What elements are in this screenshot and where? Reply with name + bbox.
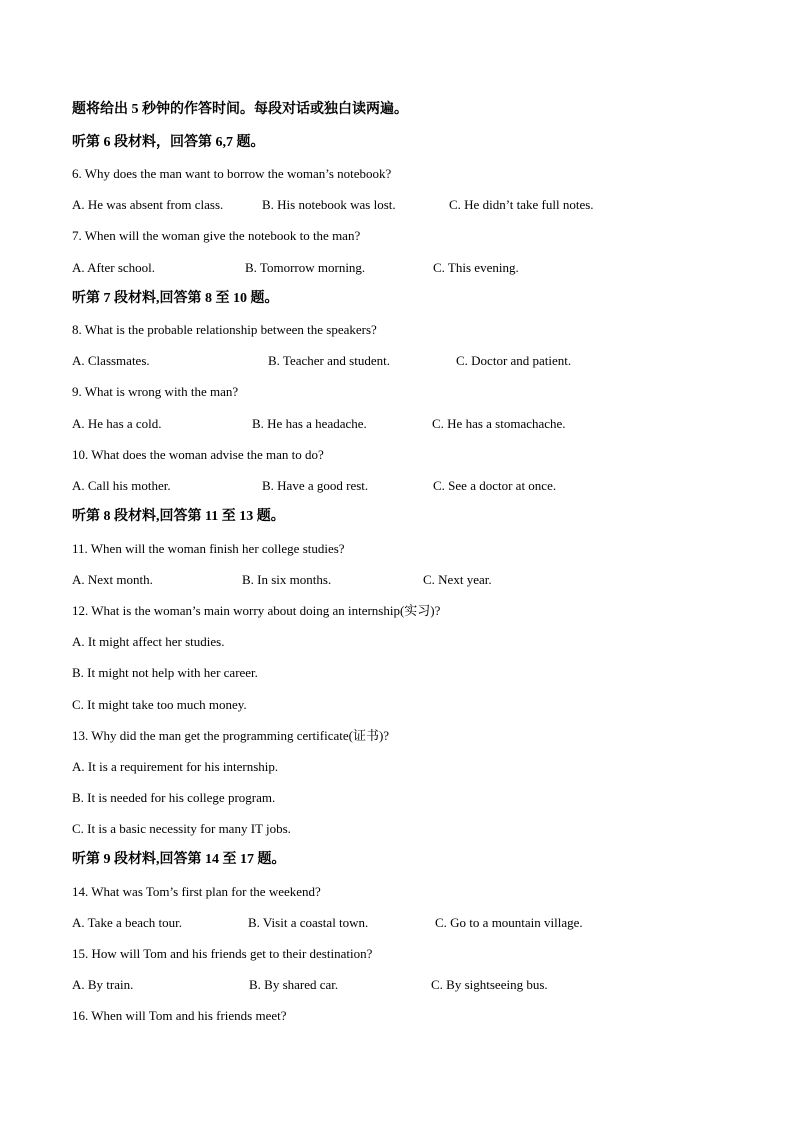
question-14-option-a: A. Take a beach tour. xyxy=(72,915,183,930)
intro-text: 题将给出 5 秒钟的作答时间。每段对话或独白读两遍。 xyxy=(72,102,408,117)
question-13-option-c: C. It is a basic necessity for many IT jobs. xyxy=(72,821,291,836)
question-12-option-a: A. It might affect her studies. xyxy=(72,634,225,649)
question-11-option-c: C. Next year. xyxy=(423,572,492,587)
question-15-option-b: B. By shared car. xyxy=(249,977,339,992)
question-10-stem: 10. What does the woman advise the man to do? xyxy=(72,447,324,462)
question-7-option-c: C. This evening. xyxy=(433,260,519,275)
question-11-option-a: A. Next month. xyxy=(72,572,153,587)
question-6-option-c: C. He didn’t take full notes. xyxy=(449,197,594,212)
question-10-option-c: C. See a doctor at once. xyxy=(433,478,557,493)
question-8-option-a: A. Classmates. xyxy=(72,353,150,368)
question-7-option-b: B. Tomorrow morning. xyxy=(245,260,366,275)
question-6-stem: 6. Why does the man want to borrow the woman’s notebook? xyxy=(72,166,392,181)
question-8-option-b: B. Teacher and student. xyxy=(268,353,390,368)
question-11-stem: 11. When will the woman finish her college studies? xyxy=(72,541,345,556)
section-heading-9: 听第 9 段材料,回答第 14 至 17 题。 xyxy=(72,852,286,867)
question-8-option-c: C. Doctor and patient. xyxy=(456,353,572,368)
question-8-stem: 8. What is the probable relationship between the speakers? xyxy=(72,322,377,337)
question-13-option-b: B. It is needed for his college program. xyxy=(72,790,276,805)
question-7-stem: 7. When will the woman give the notebook to the man? xyxy=(72,228,361,243)
question-9-option-b: B. He has a headache. xyxy=(252,416,367,431)
question-15-option-a: A. By train. xyxy=(72,977,134,992)
question-14-option-b: B. Visit a coastal town. xyxy=(248,915,369,930)
section-heading-6: 听第 6 段材料，回答第 6,7 题。 xyxy=(72,135,265,150)
question-6-option-b: B. His notebook was lost. xyxy=(262,197,396,212)
question-15-stem: 15. How will Tom and his friends get to their destination? xyxy=(72,946,373,961)
question-12-stem: 12. What is the woman’s main worry about doing an internship(实习)? xyxy=(72,603,441,618)
question-14-option-c: C. Go to a mountain village. xyxy=(435,915,583,930)
question-14-stem: 14. What was Tom’s first plan for the weekend? xyxy=(72,884,321,899)
section-heading-7: 听第 7 段材料,回答第 8 至 10 题。 xyxy=(72,291,279,306)
question-13-option-a: A. It is a requirement for his internship. xyxy=(72,759,279,774)
question-6-option-a: A. He was absent from class. xyxy=(72,197,224,212)
question-13-stem: 13. Why did the man get the programming certificate(证书)? xyxy=(72,728,390,743)
question-9-option-a: A. He has a cold. xyxy=(72,416,162,431)
question-9-stem: 9. What is wrong with the man? xyxy=(72,384,239,399)
question-10-option-b: B. Have a good rest. xyxy=(262,478,369,493)
question-7-option-a: A. After school. xyxy=(72,260,156,275)
question-16-stem: 16. When will Tom and his friends meet? xyxy=(72,1008,287,1023)
question-12-option-c: C. It might take too much money. xyxy=(72,697,247,712)
question-11-option-b: B. In six months. xyxy=(242,572,332,587)
question-9-option-c: C. He has a stomachache. xyxy=(432,416,566,431)
question-12-option-b: B. It might not help with her career. xyxy=(72,665,258,680)
question-10-option-a: A. Call his mother. xyxy=(72,478,171,493)
section-heading-8: 听第 8 段材料,回答第 11 至 13 题。 xyxy=(72,509,285,524)
question-15-option-c: C. By sightseeing bus. xyxy=(431,977,548,992)
